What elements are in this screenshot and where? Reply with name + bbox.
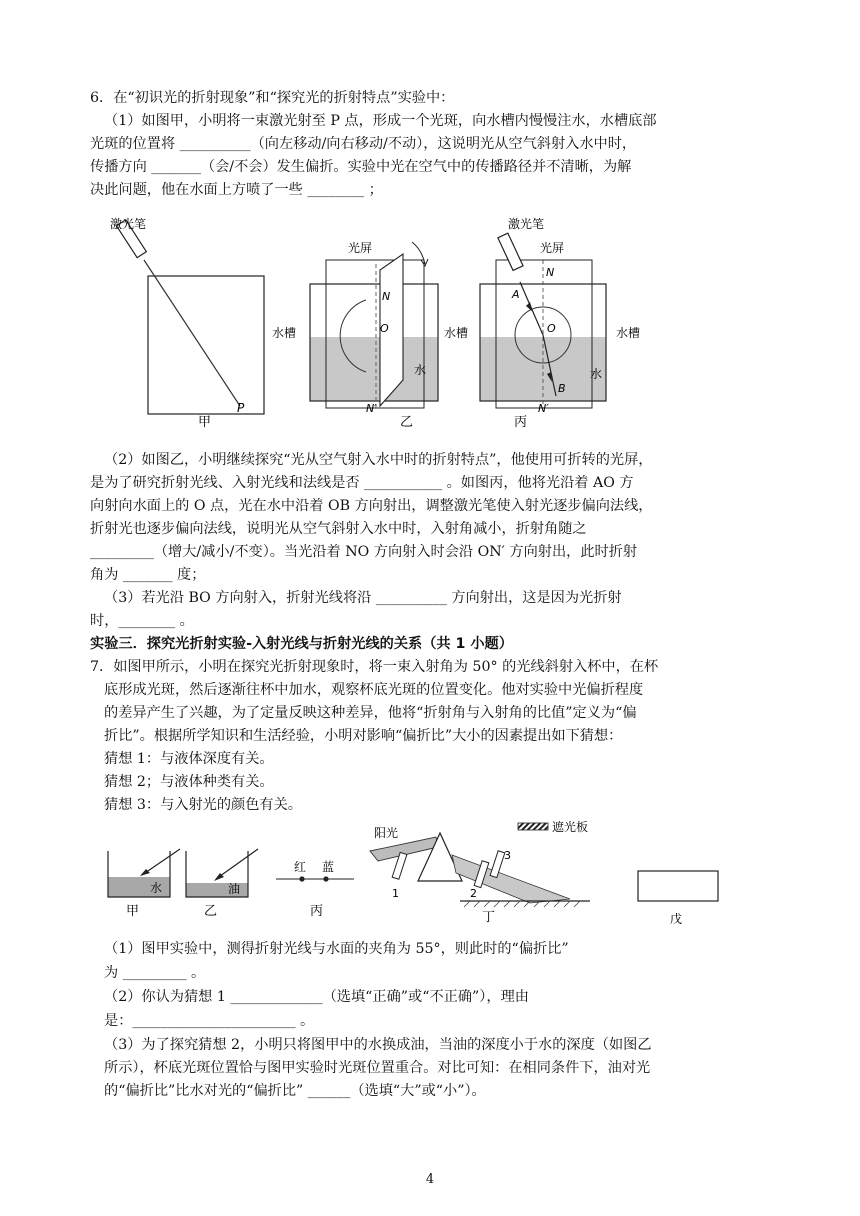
q7-line-1: 7．如图甲所示，小明在探究光折射现象时，将一束入射角为 50° 的光线斜射入杯中，在杯 xyxy=(90,659,659,675)
normal-n-label: N xyxy=(382,290,391,303)
q7-line-13: 所示），杯底光斑位置恰与图甲实验时光斑位置重合。对比可知：在相同条件下，油对光 xyxy=(104,1060,651,1076)
section-3-heading: 实验三．探究光折射实验-入射光线与折射光线的关系（共 1 小题） xyxy=(90,636,513,652)
rotate-arrow-icon xyxy=(412,242,425,264)
water-tank-label-3: 水槽 xyxy=(616,326,641,340)
q7-line-12: （3）为了探究猜想 2，小明只将图甲中的水换成油，当油的深度小于水的深度（如图乙 xyxy=(104,1037,652,1053)
board-3-label: 3 xyxy=(504,849,511,862)
fig2-jia-label: 甲 xyxy=(126,904,140,919)
page-number: 4 xyxy=(425,1172,435,1187)
q7-line-4: 折比”。根据所学知识和生活经验，小明对影响“偏折比”大小的因素提出如下猜想： xyxy=(104,728,623,744)
figure-bing xyxy=(444,216,640,430)
q6-line-10: _________（增大/减小/不变）。当光沿着 NO 方向射入时会沿 ON′ 方向射出，此时折射 xyxy=(90,544,638,560)
figure-bing-label: 丙 xyxy=(514,415,528,430)
figure-refraction-setups xyxy=(100,212,680,441)
fig2-water-label: 水 xyxy=(150,881,163,895)
point-o-label: O xyxy=(380,322,389,335)
sunlight-label: 阳光 xyxy=(374,826,399,840)
normal-n-prime-label: N′ xyxy=(366,402,377,415)
q7-line-9: 为 _________ 。 xyxy=(104,965,206,981)
water-tank-label-2: 水槽 xyxy=(444,326,469,340)
fig2-wu-label: 戊 xyxy=(670,912,683,926)
q7-line-10: （2）你认为猜想 1 _____________（选填“正确”或“不正确”），理由 xyxy=(104,989,529,1005)
point-o-label-2: O xyxy=(547,322,556,335)
water-label-2: 水 xyxy=(590,367,603,381)
laser-pen-icon-2 xyxy=(498,233,523,270)
q6-line-7: 是为了研究折射光线、入射光线和法线是否 ___________ 。如图丙，他将光沿着 AO 方 xyxy=(90,475,634,491)
fig2-yi-label: 乙 xyxy=(204,904,218,919)
q7-line-7: 猜想 3：与入射光的颜色有关。 xyxy=(104,797,302,813)
q6-line-11: 角为 _______ 度； xyxy=(90,567,206,583)
figure2-wu xyxy=(638,871,718,926)
q7-line-5: 猜想 1：与液体深度有关。 xyxy=(104,751,274,767)
q7-line-11: 是：_______________________ 。 xyxy=(104,1013,315,1029)
point-b-label: B xyxy=(558,382,566,395)
figure-yi xyxy=(272,240,438,430)
point-a-label: A xyxy=(512,288,520,301)
figure2-bing xyxy=(276,859,354,919)
q6-line-5: 决此问题，他在水面上方喷了一些 ________ ； xyxy=(90,182,383,198)
q7-line-3: 的差异产生了兴趣，为了定量反映这种差异，他将“折射角与入射角的比值”定义为“偏 xyxy=(104,705,637,721)
q6-line-1: 6．在“初识光的折射现象”和“探究光的折射特点”实验中： xyxy=(90,90,455,106)
q6-line-3: 光斑的位置将 __________（向左移动/向右移动/不动），这说明光从空气斜射入水中时， xyxy=(90,136,637,152)
water-label: 水 xyxy=(414,363,427,377)
laser-pen-label-2: 激光笔 xyxy=(508,217,545,231)
figure2-ding xyxy=(370,819,590,925)
shade-board-label: 遮光板 xyxy=(552,820,589,834)
figure-jia xyxy=(110,216,264,430)
figure-jia-label: 甲 xyxy=(198,415,212,430)
fig2-oil-label: 油 xyxy=(228,882,241,896)
q6-line-8: 向射向水面上的 O 点，光在水中沿着 OB 方向射出，调整激光笔使入射光逐步偏向法线， xyxy=(90,498,653,514)
q6-line-9: 折射光也逐步偏向法线，说明光从空气斜射入水中时，入射角减小，折射角随之 xyxy=(90,521,587,537)
light-screen-label: 光屏 xyxy=(348,241,373,255)
q7-line-8: （1）图甲实验中，测得折射光线与水面的夹角为 55°，则此时的“偏折比” xyxy=(104,941,569,957)
q6-line-4: 传播方向 _______（会/不会）发生偏折。实验中光在空气中的传播路径并不清晰，为解 xyxy=(90,159,632,175)
figure2-yi xyxy=(186,849,258,919)
light-screen-label-2: 光屏 xyxy=(540,241,565,255)
water-tank-label: 水槽 xyxy=(272,326,297,340)
figure-partial-refraction xyxy=(100,815,740,949)
normal-n-label-2: N xyxy=(546,266,555,279)
board-2-label: 2 xyxy=(470,887,477,900)
normal-n-prime-label-2: N′ xyxy=(538,402,549,415)
figure-yi-label: 乙 xyxy=(400,415,414,430)
q7-line-6: 猜想 2；与液体种类有关。 xyxy=(104,774,274,790)
shade-board-legend-icon xyxy=(518,823,548,830)
q6-line-6: （2）如图乙，小明继续探究“光从空气射入水中时的折射特点”，他使用可折转的光屏， xyxy=(104,452,653,468)
fig2-bing-label: 丙 xyxy=(310,904,324,919)
q7-line-2: 底形成光斑，然后逐渐往杯中加水，观察杯底光斑的位置变化。他对实验中光偏折程度 xyxy=(104,682,644,698)
point-p-label: P xyxy=(237,401,245,415)
q6-line-12: （3）若光沿 BO 方向射入，折射光线将沿 __________ 方向射出，这是因为光折射 xyxy=(104,590,622,606)
q6-line-2: （1）如图甲，小明将一束激光射至 P 点，形成一个光斑，向水槽内慢慢注水，水槽底部 xyxy=(104,113,657,129)
fig2-ding-label: 丁 xyxy=(482,910,496,925)
figure2-jia xyxy=(108,849,180,919)
board-1-label: 1 xyxy=(392,887,399,900)
laser-pen-label: 激光笔 xyxy=(110,217,147,231)
q6-line-13: 时，________ 。 xyxy=(90,613,194,629)
blue-label: 蓝 xyxy=(322,860,335,874)
q7-line-14: 的“偏折比”比水对光的“偏折比” ______（选填“大”或“小”）。 xyxy=(104,1083,486,1099)
red-label: 红 xyxy=(294,860,307,874)
